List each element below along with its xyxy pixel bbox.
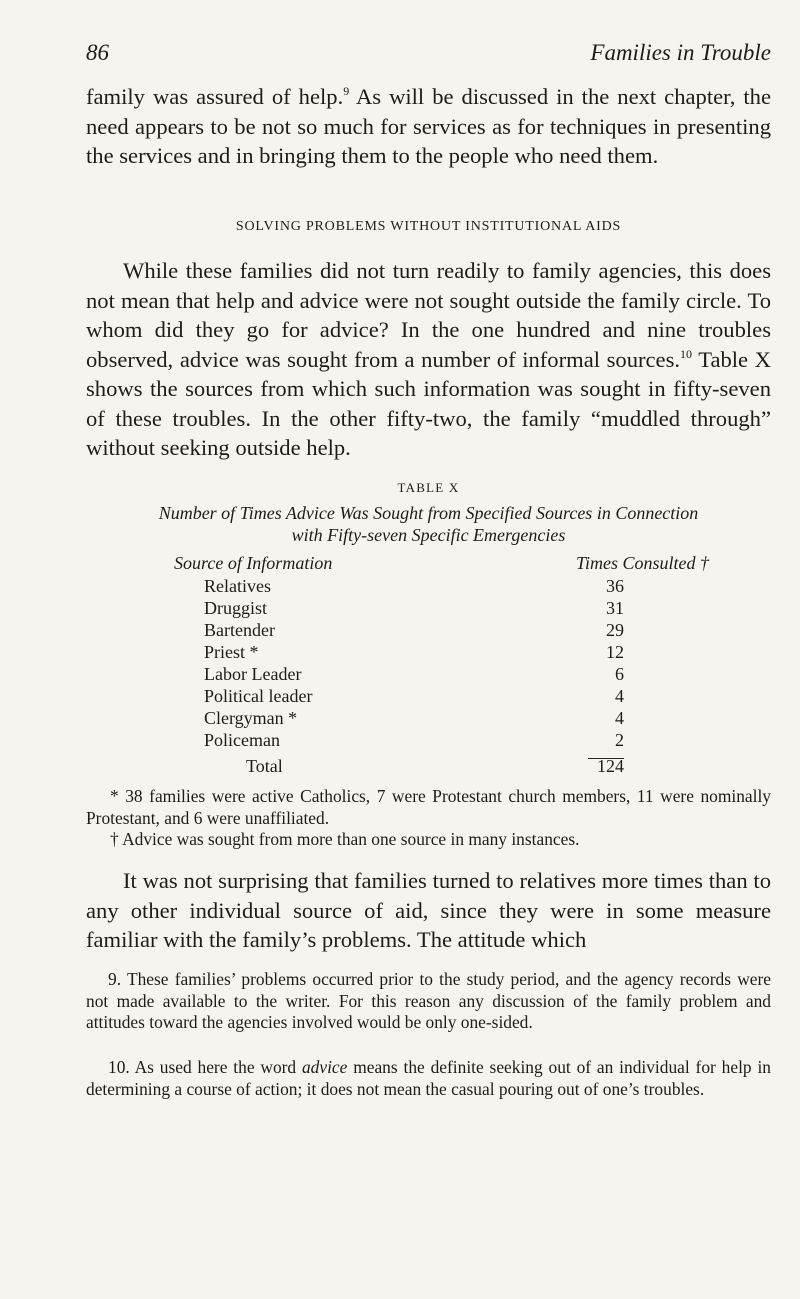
footnote-10-text: 10. As used here the word xyxy=(108,1057,302,1077)
total-label: Total xyxy=(246,756,283,776)
row-count: 2 xyxy=(615,730,624,750)
column-header-source: Source of Information xyxy=(174,553,333,573)
row-source: Bartender xyxy=(204,620,275,640)
footnote-10-continuation: means the definite seeking out of an individual for help in determining a course of action; it does not mean the casual pouring out of one’s troubles. xyxy=(86,1057,771,1099)
table-row xyxy=(204,730,624,751)
row-source: Priest * xyxy=(204,642,259,662)
table-note-dagger: † Advice was sought from more than one source in many instances. xyxy=(110,829,580,849)
row-source: Labor Leader xyxy=(204,664,302,684)
paragraph-2-continuation: Table X shows the sources from which such information was sought in fifty-seven of these troubles. In the other fifty-two, the family “muddled through” without seeking outside help. xyxy=(86,346,771,460)
row-source: Relatives xyxy=(204,576,271,596)
paragraph-1-text: family was assured of help. xyxy=(86,84,344,109)
table-row xyxy=(204,664,624,685)
table-row xyxy=(204,576,624,597)
row-count: 29 xyxy=(606,620,624,640)
row-count: 4 xyxy=(615,708,624,728)
row-count: 36 xyxy=(606,576,624,596)
note-ref-10: 10 xyxy=(680,346,693,361)
table-row xyxy=(204,686,624,707)
paragraph-3-text: It was not surprising that families turned to relatives more times than to any other individual source of aid, since they were in some measure familiar with the family’s problems. The attitude which xyxy=(86,868,771,952)
row-count: 31 xyxy=(606,598,624,618)
row-count: 12 xyxy=(606,642,624,662)
table-row xyxy=(204,642,624,663)
table-row xyxy=(204,708,624,729)
row-source: Clergyman * xyxy=(204,708,298,728)
running-title: Families in Trouble xyxy=(590,40,771,65)
table-label: TABLE X xyxy=(397,480,460,495)
table-note-star: * 38 families were active Catholics, 7 were Protestant church members, 11 were nominally Protestant, and 6 were unaffiliated. xyxy=(86,786,771,828)
row-count: 4 xyxy=(615,686,624,706)
table-caption-line-1: Number of Times Advice Was Sought from Specified Sources in Connection xyxy=(158,503,699,523)
paragraph-1-continuation: As will be discussed in the next chapter, the need appears to be not so much for services as for techniques in presenting the services and in bringing them to the people who need them. xyxy=(86,84,771,168)
table-total-row xyxy=(246,756,624,777)
column-header-times: Times Consulted † xyxy=(575,553,709,573)
section-heading: SOLVING PROBLEMS WITHOUT INSTITUTIONAL AIDS xyxy=(235,219,622,234)
note-ref-9: 9 xyxy=(343,84,350,98)
total-value: 124 xyxy=(597,756,624,776)
row-count: 6 xyxy=(615,664,624,684)
footnote-9: 9. These families’ problems occurred prior to the study period, and the agency records were not made available to the writer. For this reason any discussion of the family problem and attitudes toward the agencies involved would be only one-sided. xyxy=(86,969,771,1032)
table-caption-line-2: with Fifty-seven Specific Emergencies xyxy=(291,525,566,545)
row-source: Policeman xyxy=(204,730,280,750)
row-source: Druggist xyxy=(204,598,267,618)
page-number: 86 xyxy=(86,40,109,65)
table-row xyxy=(204,620,624,641)
running-head xyxy=(86,40,771,70)
paragraph-2 xyxy=(86,256,771,463)
table-caption xyxy=(86,502,771,546)
footnote-10 xyxy=(86,1057,771,1100)
footnote-10-emphasis: advice xyxy=(301,1057,348,1077)
row-source: Political leader xyxy=(204,686,313,706)
paragraph-2-text: While these families did not turn readily to family agencies, this does not mean that help and advice were not sought outside the family circle. To whom did they go for advice? In the one hundred and nine troubles observed, advice was sought from a number of informal sources. xyxy=(86,258,771,372)
paragraph-3 xyxy=(86,866,771,955)
paragraph-1 xyxy=(86,82,771,171)
table-row xyxy=(204,598,624,619)
